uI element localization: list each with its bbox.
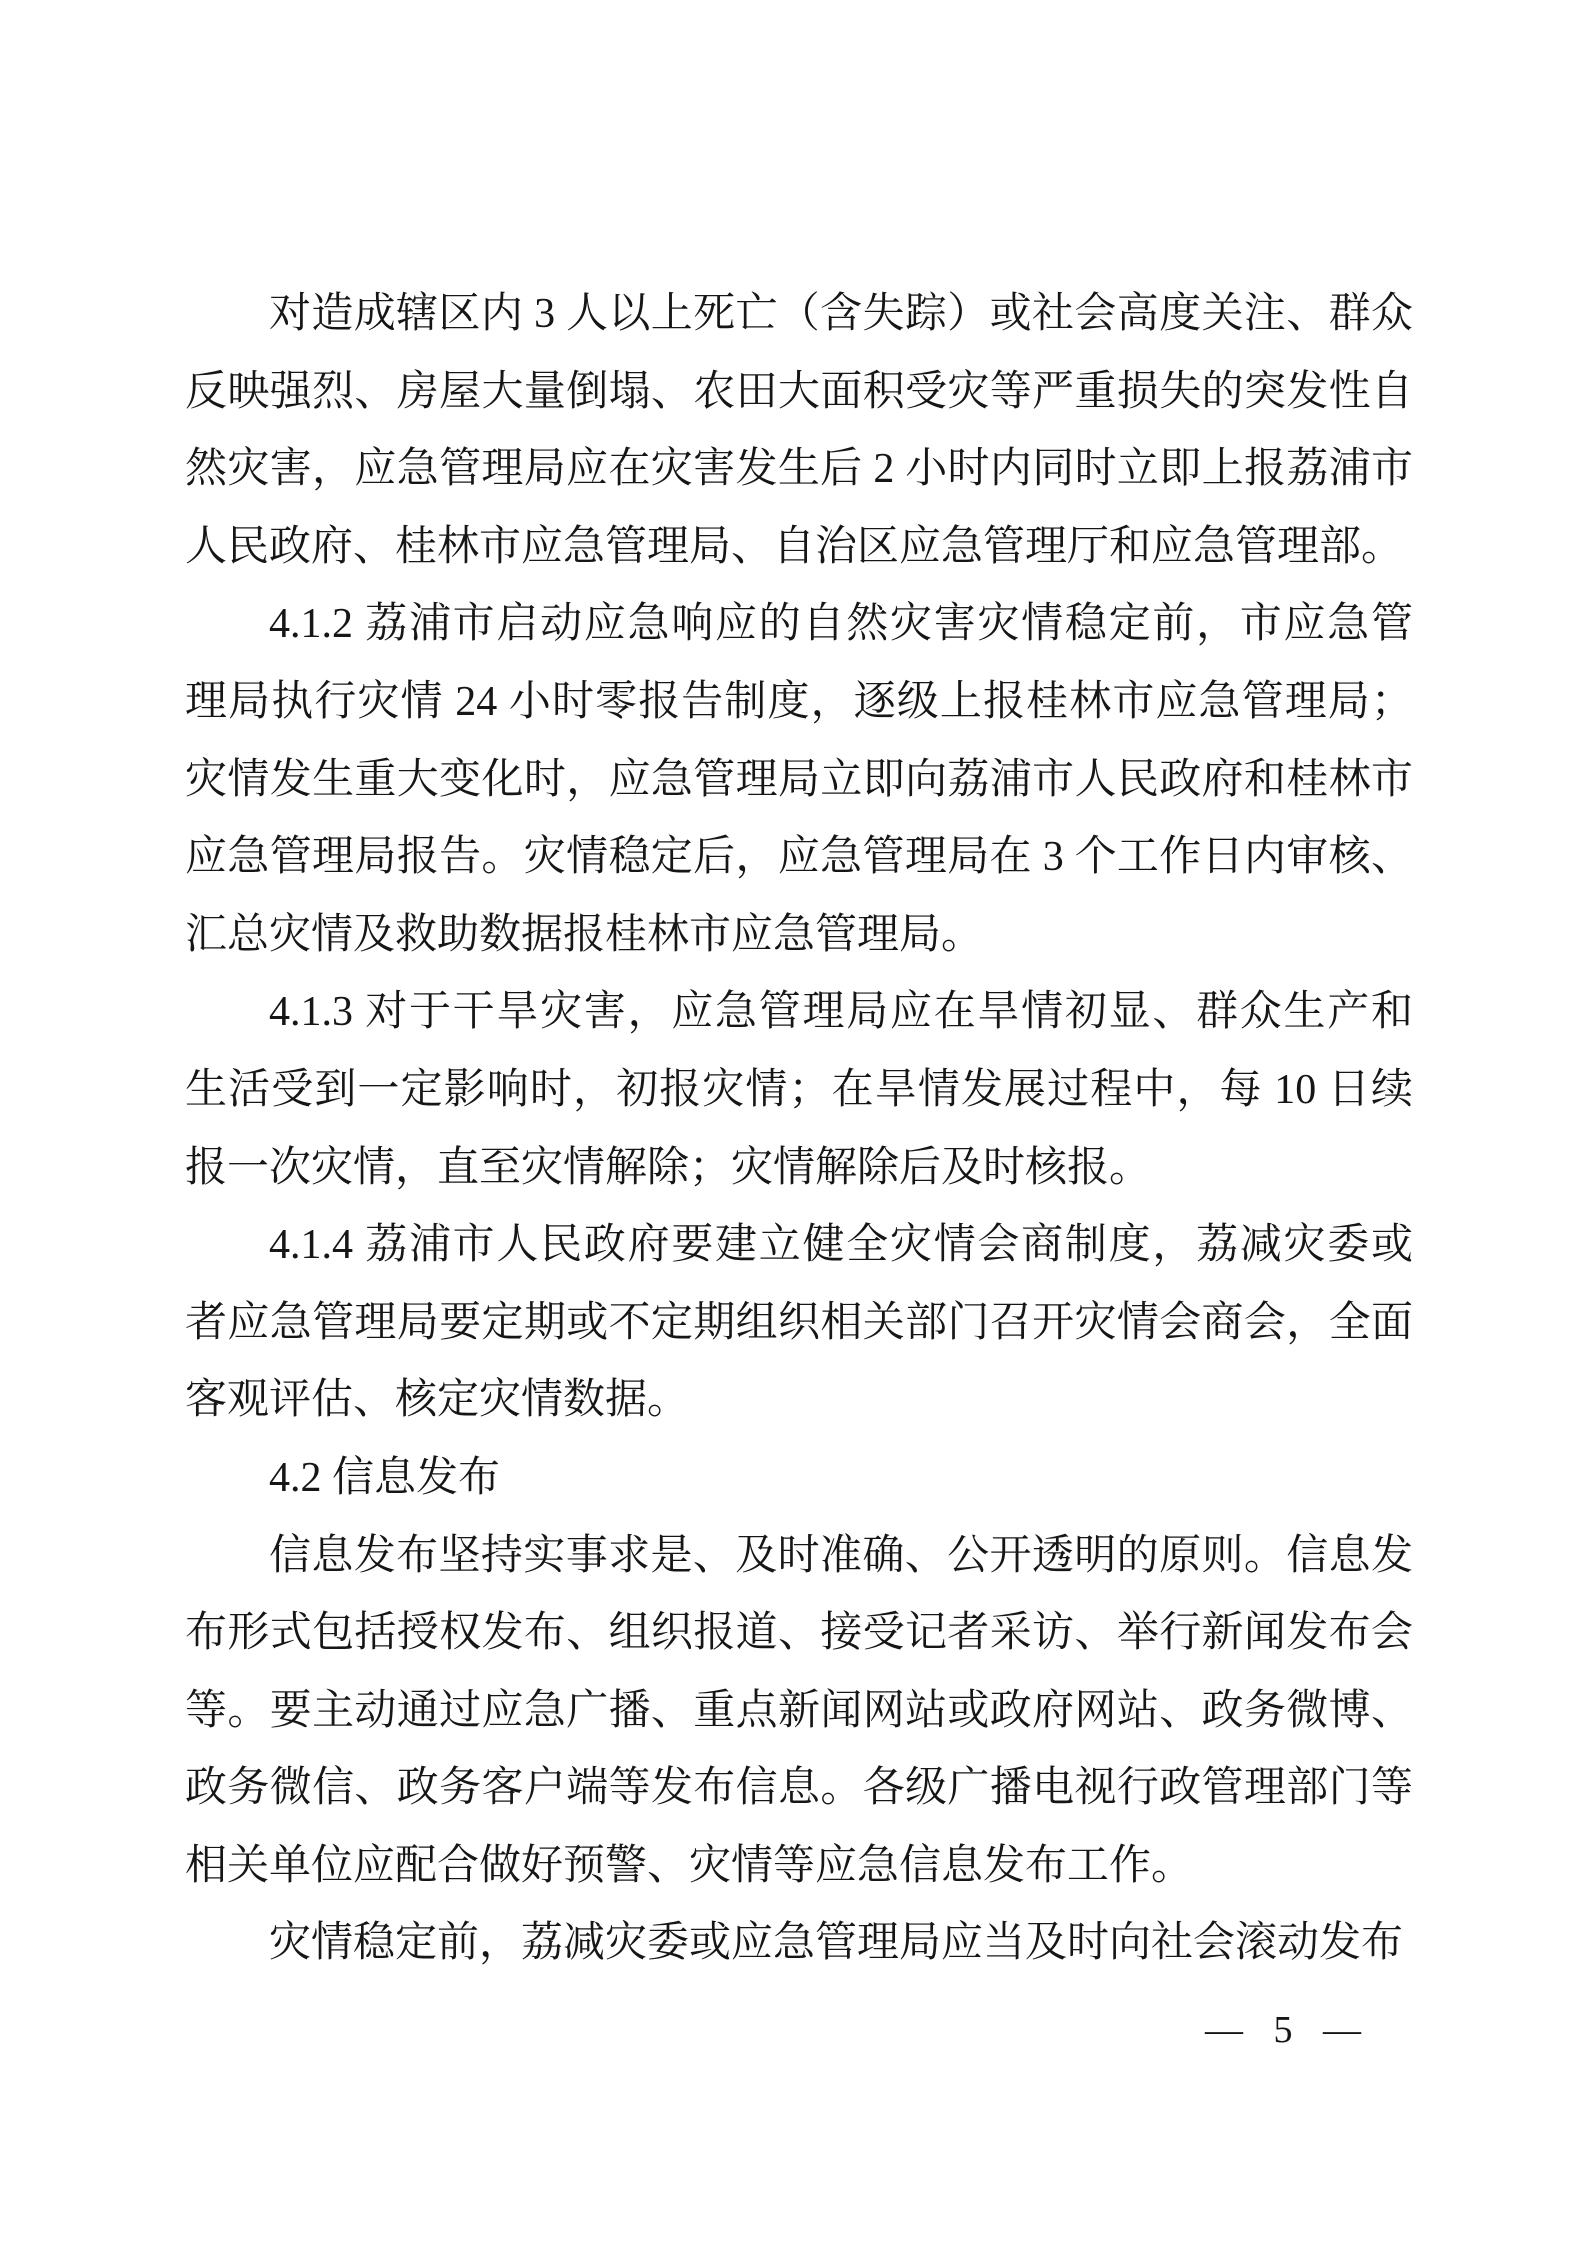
page-number: 5 bbox=[1273, 2009, 1293, 2051]
paragraph-4-1-2: 4.1.2 荔浦市启动应急响应的自然灾害灾情稳定前，市应急管理局执行灾情 24 小时零报告制度，逐级上报桂林市应急管理局；灾情发生重大变化时，应急管理局立即向荔浦市人民政府和桂林市应急管理局报告。灾情稳定后，应急管理局在 3 个工作日内审核、汇总灾情及救助数据报桂林市应急管理局。 bbox=[185, 601, 1413, 958]
section-heading-4-2: 4.2 信息发布 bbox=[269, 1454, 501, 1501]
paragraph-4-1-3: 4.1.3 对于干旱灾害，应急管理局应在旱情初显、群众生产和生活受到一定影响时，初报灾情；在旱情发展过程中，每 10 日续报一次灾情，直至灾情解除；灾情解除后及时核报。 bbox=[185, 989, 1413, 1191]
document-body bbox=[185, 276, 1413, 1983]
footer-left-dash: — bbox=[1205, 2009, 1243, 2051]
paragraph-disaster-report-rule: 对造成辖区内 3 人以上死亡（含失踪）或社会高度关注、群众反映强烈、房屋大量倒塌、农田大面积受灾等严重损失的突发性自然灾害，应急管理局应在灾害发生后 2 小时内同时立即上报荔浦市人民政府、桂林市应急管理局、自治区应急管理厅和应急管理部。 bbox=[185, 291, 1413, 570]
paragraph-4-1-4: 4.1.4 荔浦市人民政府要建立健全灾情会商制度，荔减灾委或者应急管理局要定期或不定期组织相关部门召开灾情会商会，全面客观评估、核定灾情数据。 bbox=[185, 1222, 1413, 1424]
paragraph-info-release: 信息发布坚持实事求是、及时准确、公开透明的原则。信息发布形式包括授权发布、组织报道、接受记者采访、举行新闻发布会等。要主动通过应急广播、重点新闻网站或政府网站、政务微博、政务微信、政务客户端等发布信息。各级广播电视行政管理部门等相关单位应配合做好预警、灾情等应急信息发布工作。 bbox=[185, 1532, 1413, 1889]
paragraph-before-disaster-stable: 灾情稳定前，荔减灾委或应急管理局应当及时向社会滚动发布 bbox=[269, 1920, 1404, 1967]
footer-right-dash: — bbox=[1323, 2009, 1361, 2051]
page-footer bbox=[1205, 2008, 1361, 2052]
